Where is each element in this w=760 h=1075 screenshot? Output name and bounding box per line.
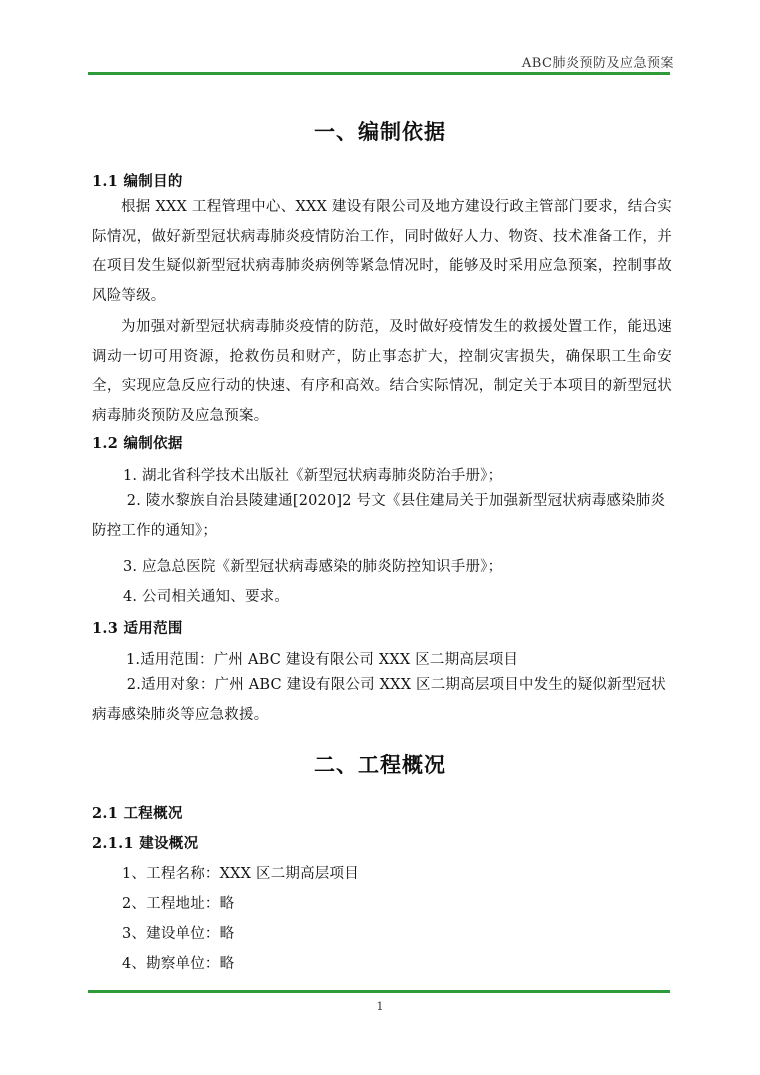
heading-2-1-1: 2.1.1 建设概况 bbox=[92, 835, 199, 852]
section-title-1: 一、编制依据 bbox=[314, 119, 446, 144]
list-item: 3. 应急总医院《新型冠状病毒感染的肺炎防控知识手册》； bbox=[123, 559, 503, 575]
list-item: 2、工程地址：略 bbox=[122, 896, 235, 912]
paragraph-1-1-b: 为加强对新型冠状病毒肺炎疫情的防范，及时做好疫情发生的救援处置工作，能迅速调动一切可用资源，抢救伤员和财产，防止事态扩大，控制灾害损失，确保职工生命安全，实现应急反应行动的快速、有序和高效。结合实际情况，制定关于本项目的新型冠状病毒肺炎预防及应急预案。 bbox=[92, 319, 672, 424]
footer-rule bbox=[88, 990, 670, 993]
header-rule bbox=[88, 72, 670, 75]
running-header: ABC肺炎预防及应急预案 bbox=[521, 56, 674, 71]
page-number: 1 bbox=[376, 1000, 384, 1013]
list-item: 4、勘察单位：略 bbox=[122, 956, 235, 972]
list-item: 1.适用范围：广州 ABC 建设有限公司 XXX 区二期高层项目 bbox=[126, 652, 519, 668]
section-title-2: 二、工程概况 bbox=[314, 752, 446, 777]
heading-1-3: 1.3 适用范围 bbox=[92, 620, 183, 637]
list-item: 4. 公司相关通知、要求。 bbox=[123, 589, 290, 605]
heading-2-1: 2.1 工程概况 bbox=[92, 805, 183, 822]
list-item: 1、工程名称：XXX 区二期高层项目 bbox=[122, 866, 359, 882]
list-item: 2. 陵水黎族自治县陵建通[2020]2 号文《县住建局关于加强新型冠状病毒感染肺炎防控工作的通知》； bbox=[92, 493, 666, 539]
list-item: 3、建设单位：略 bbox=[122, 926, 235, 942]
paragraph-1-1-a: 根据 XXX 工程管理中心、XXX 建设有限公司及地方建设行政主管部门要求，结合实际情况，做好新型冠状病毒肺炎疫情防治工作，同时做好人力、物资、技术准备工作，并在项目发生疑似新型冠状病毒肺炎病例等紧急情况时，能够及时采用应急预案，控制事故风险等级。 bbox=[92, 199, 672, 304]
list-item: 1. 湖北省科学技术出版社《新型冠状病毒肺炎防治手册》； bbox=[123, 468, 503, 484]
heading-1-2: 1.2 编制依据 bbox=[92, 435, 183, 452]
list-item: 2.适用对象：广州 ABC 建设有限公司 XXX 区二期高层项目中发生的疑似新型冠状病毒感染肺炎等应急救援。 bbox=[92, 677, 666, 723]
heading-1-1: 1.1 编制目的 bbox=[92, 173, 183, 190]
